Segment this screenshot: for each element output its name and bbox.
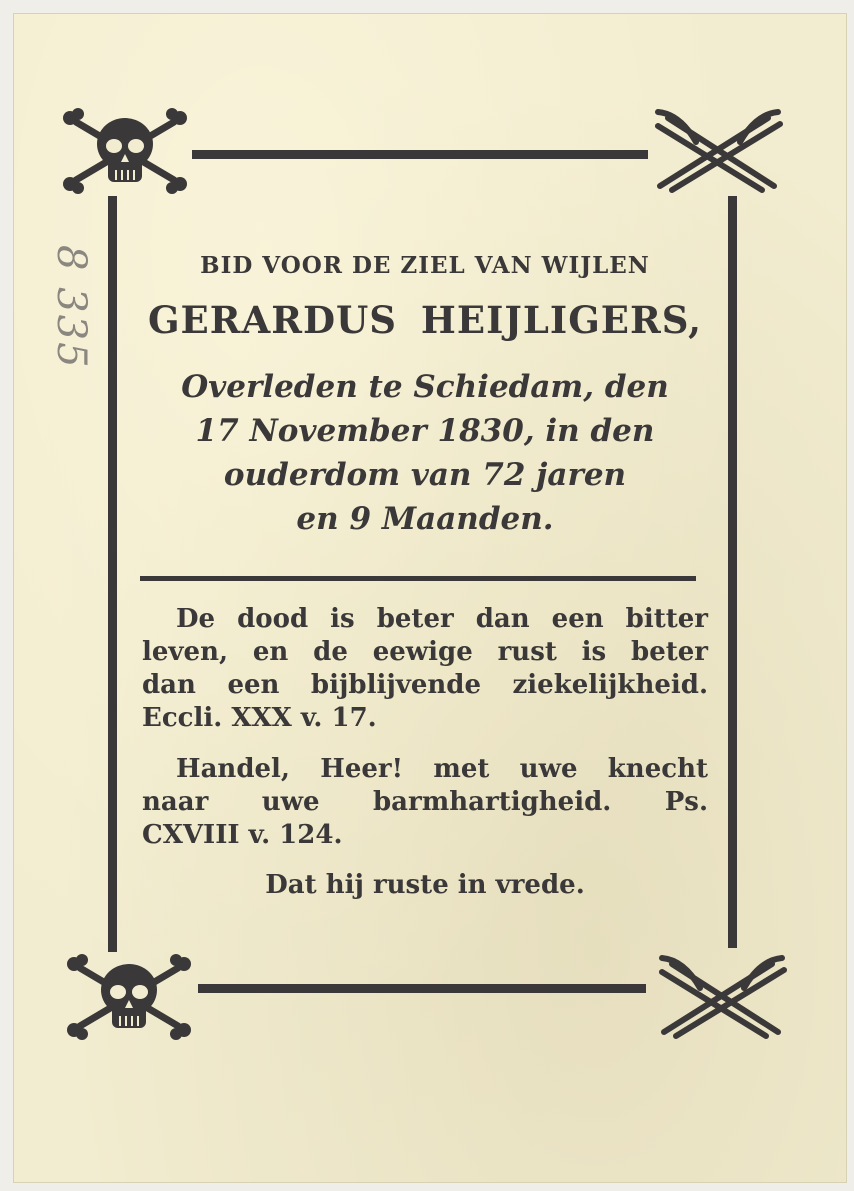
quote-reference: Eccli. XXX v. 17. (142, 703, 377, 733)
closing-prayer: Dat hij ruste in vrede. (265, 870, 585, 900)
card-heading: BID VOOR DE ZIEL VAN WIJLEN (200, 252, 650, 279)
quote-line: De dood is beter dan een bitter (176, 604, 708, 634)
frame-left-line (108, 196, 117, 952)
frame-bottom-line (198, 984, 646, 993)
death-details-line: ouderdom van 72 jaren (223, 457, 627, 493)
death-details-line: 17 November 1830, in den (195, 413, 655, 449)
quote-line: dan een bijblijvende ziekelijkheid. (142, 670, 708, 700)
frame-top-line (192, 150, 648, 159)
death-details (130, 365, 720, 541)
scripture-quote-ecclesiasticus (142, 603, 708, 735)
section-divider (140, 576, 696, 581)
crossed-scythes-icon (650, 104, 786, 194)
quote-reference: CXVIII v. 124. (142, 820, 343, 850)
pencil-inventory-note: 8 335 (48, 245, 94, 370)
skull-crossbones-icon (62, 954, 196, 1040)
quote-line: naar uwe barmhartigheid. Ps. (142, 787, 708, 817)
crossed-scythes-icon (654, 950, 790, 1040)
quote-line: Handel, Heer! met uwe knecht (176, 754, 708, 784)
deceased-name: GERARDUS HEIJLIGERS, (147, 298, 703, 342)
frame-right-line (728, 196, 737, 948)
skull-crossbones-icon (58, 108, 192, 194)
death-details-line: en 9 Maanden. (296, 501, 554, 537)
death-details-line: Overleden te Schiedam, den (181, 369, 669, 405)
quote-line: leven, en de eewige rust is beter (142, 637, 708, 667)
scripture-quote-psalm (142, 753, 708, 852)
